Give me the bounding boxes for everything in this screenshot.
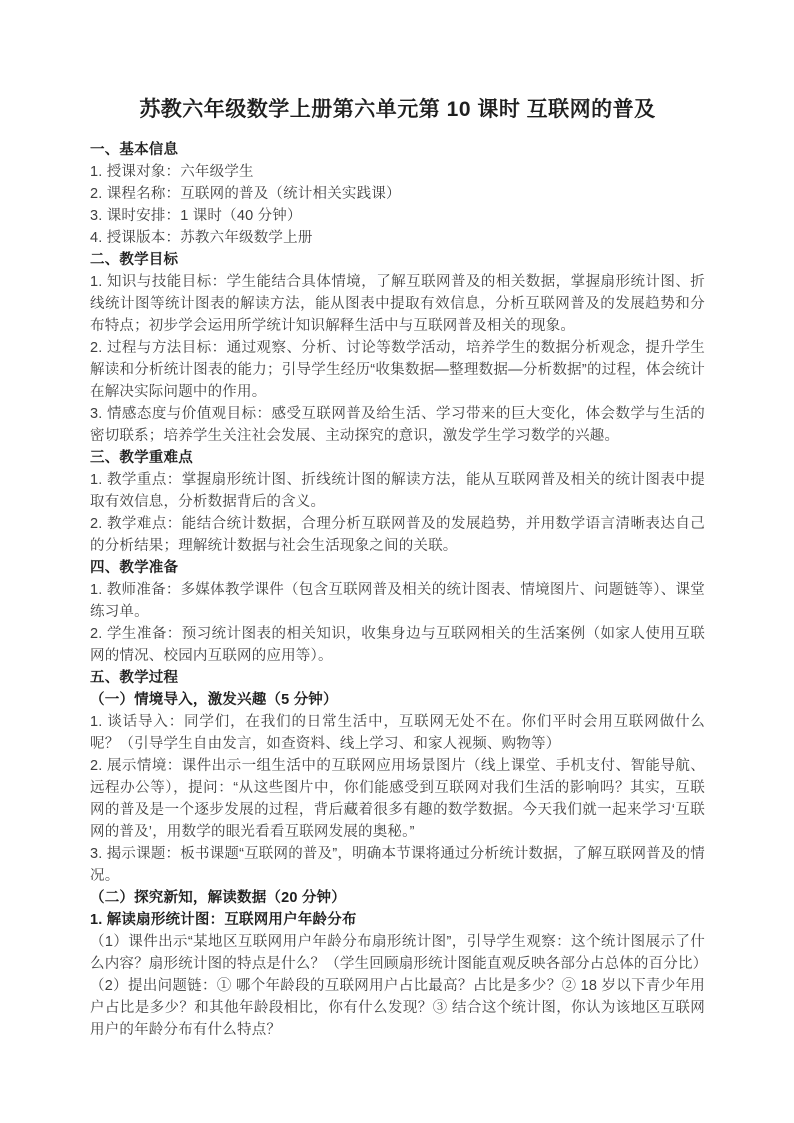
- heading-stage-2-explore: （二）探究新知，解读数据（20 分钟）: [90, 890, 346, 906]
- paragraph: 1. 教学重点：掌握扇形统计图、折线统计图的解读方法，能从互联网普及相关的统计图表中提取有效信息，分析数据背后的含义。: [90, 472, 705, 510]
- heading-basic-info: 一、基本信息: [90, 142, 179, 158]
- paragraph: 1. 授课对象：六年级学生: [90, 164, 254, 180]
- heading-key-points: 三、教学重难点: [90, 450, 193, 466]
- paragraph: 2. 过程与方法目标：通过观察、分析、讨论等数学活动，培养学生的数据分析观念，提升学生解读和分析统计图表的能力；引导学生经历“收集数据—整理数据—分析数据”的过程，体会统计在解决实际问题中的作用。: [90, 340, 705, 400]
- paragraph: 1. 谈话导入：同学们，在我们的日常生活中，互联网无处不在。你们平时会用互联网做什么呢？（引导学生自由发言，如查资料、线上学习、和家人视频、购物等）: [90, 714, 705, 752]
- paragraph: 2. 学生准备：预习统计图表的相关知识，收集身边与互联网相关的生活案例（如家人使用互联网的情况、校园内互联网的应用等）。: [90, 626, 705, 664]
- page-title: 苏教六年级数学上册第六单元第 10 课时 互联网的普及: [139, 98, 656, 121]
- paragraph: 2. 课程名称：互联网的普及（统计相关实践课）: [90, 186, 401, 202]
- heading-stage-1-intro: （一）情境导入，激发兴趣（5 分钟）: [90, 692, 338, 708]
- paragraph: 1. 教师准备：多媒体教学课件（包含互联网普及相关的统计图表、情境图片、问题链等）、课堂练习单。: [90, 582, 705, 620]
- paragraph: 3. 情感态度与价值观目标：感受互联网普及给生活、学习带来的巨大变化，体会数学与生活的密切联系；培养学生关注社会发展、主动探究的意识，激发学生学习数学的兴趣。: [90, 406, 705, 444]
- heading-preparation: 四、教学准备: [90, 560, 179, 576]
- paragraph: 1. 知识与技能目标：学生能结合具体情境，了解互联网普及的相关数据，掌握扇形统计图、折线统计图等统计图表的解读方法，能从图表中提取有效信息，分析互联网普及的发展趋势和分布特点；初步学会运用所学统计知识解释生活中与互联网普及相关的现象。: [90, 274, 705, 334]
- paragraph: 2. 教学难点：能结合统计数据，合理分析互联网普及的发展趋势，并用数学语言清晰表达自己的分析结果；理解统计数据与社会生活现象之间的关联。: [90, 516, 705, 554]
- paragraph: 3. 课时安排：1 课时（40 分钟）: [90, 208, 302, 224]
- paragraph: 2. 展示情境：课件出示一组生活中的互联网应用场景图片（线上课堂、手机支付、智能导航、远程办公等），提问：“从这些图片中，你们能感受到互联网对我们生活的影响吗？其实，互联网的普及是一个逐步发展的过程，背后藏着很多有趣的数学数据。今天我们就一起来学习‘互联网的普及’，用数学的眼光看看互联网发展的奥秘。”: [90, 758, 705, 840]
- paragraph: （2）提出问题链：① 哪个年龄段的互联网用户占比最高？占比是多少？② 18 岁以下青少年用户占比是多少？和其他年龄段相比，你有什么发现？③ 结合这个统计图，你认为该地区互联网用户的年龄分布有什么特点？: [90, 978, 705, 1038]
- paragraph: 4. 授课版本：苏教六年级数学上册: [90, 230, 313, 246]
- heading-process: 五、教学过程: [90, 670, 179, 686]
- heading-pie-chart-reading: 1. 解读扇形统计图：互联网用户年龄分布: [90, 912, 357, 928]
- heading-teaching-goals: 二、教学目标: [90, 252, 179, 268]
- paragraph: 3. 揭示课题：板书课题“互联网的普及”，明确本节课将通过分析统计数据，了解互联网普及的情况。: [90, 846, 705, 884]
- paragraph: （1）课件出示“某地区互联网用户年龄分布扇形统计图”，引导学生观察：这个统计图展示了什么内容？扇形统计图的特点是什么？（学生回顾扇形统计图能直观反映各部分占总体的百分比）: [90, 934, 708, 972]
